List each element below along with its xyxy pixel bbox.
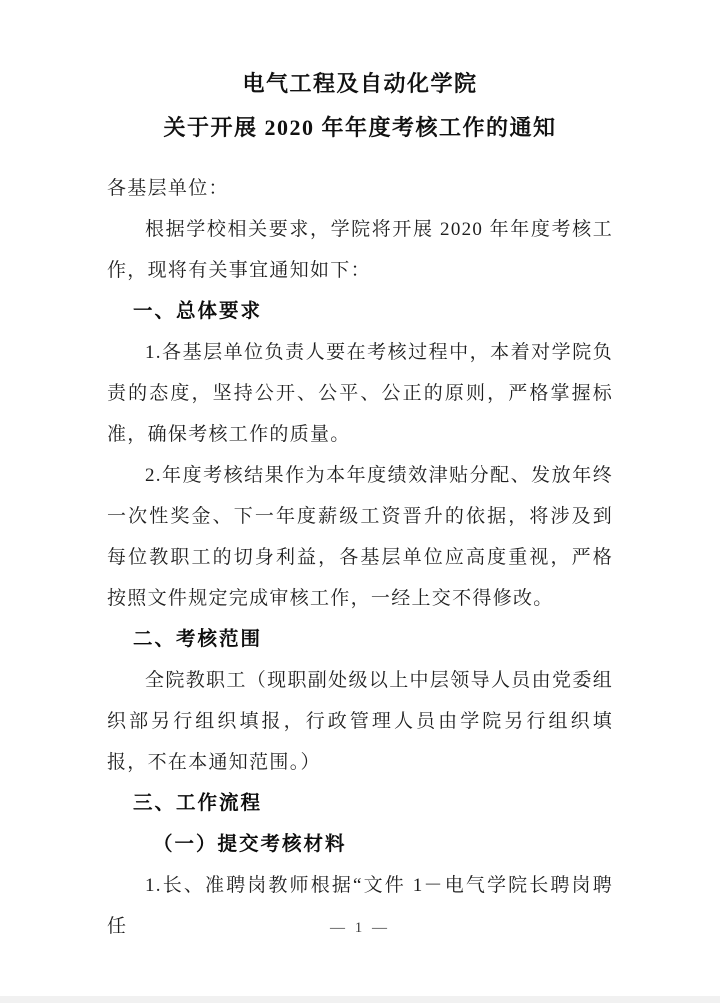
section-2-paragraph-1: 全院教职工（现职副处级以上中层领导人员由党委组织部另行组织填报，行政管理人员由学院另行组织填报，不在本通知范围。）	[107, 670, 613, 773]
doc-title-line-2: 关于开展 2020 年年度考核工作的通知	[163, 115, 557, 140]
subsection-heading-3-1: （一）提交考核材料	[153, 834, 347, 855]
doc-body	[0, 168, 720, 947]
page-number: — 1 —	[330, 920, 390, 936]
section-heading-2: 二、考核范围	[133, 629, 263, 650]
doc-title-line-1: 电气工程及自动化学院	[242, 71, 478, 96]
section-heading-1: 一、总体要求	[133, 301, 263, 322]
section-1-paragraph-1: 1.各基层单位负责人要在考核过程中，本着对学院负责的态度，坚持公开、公平、公正的原则，严格掌握标准，确保考核工作的质量。	[107, 342, 613, 445]
section-1-paragraph-2: 2.年度考核结果作为本年度绩效津贴分配、发放年终一次性奖金、下一年度薪级工资晋升的依据，将涉及到每位教职工的切身利益，各基层单位应高度重视，严格按照文件规定完成审核工作，一经上交不得修改。	[107, 465, 613, 609]
doc-title-block	[0, 0, 720, 150]
section-3-paragraph-1: 1.长、准聘岗教师根据“文件 1－电气学院长聘岗聘任	[107, 875, 613, 937]
salutation: 各基层单位：	[107, 178, 229, 199]
section-heading-3: 三、工作流程	[133, 793, 263, 814]
scan-edge-strip	[0, 996, 720, 1003]
intro-paragraph: 根据学校相关要求，学院将开展 2020 年年度考核工作，现将有关事宜通知如下：	[107, 219, 613, 281]
